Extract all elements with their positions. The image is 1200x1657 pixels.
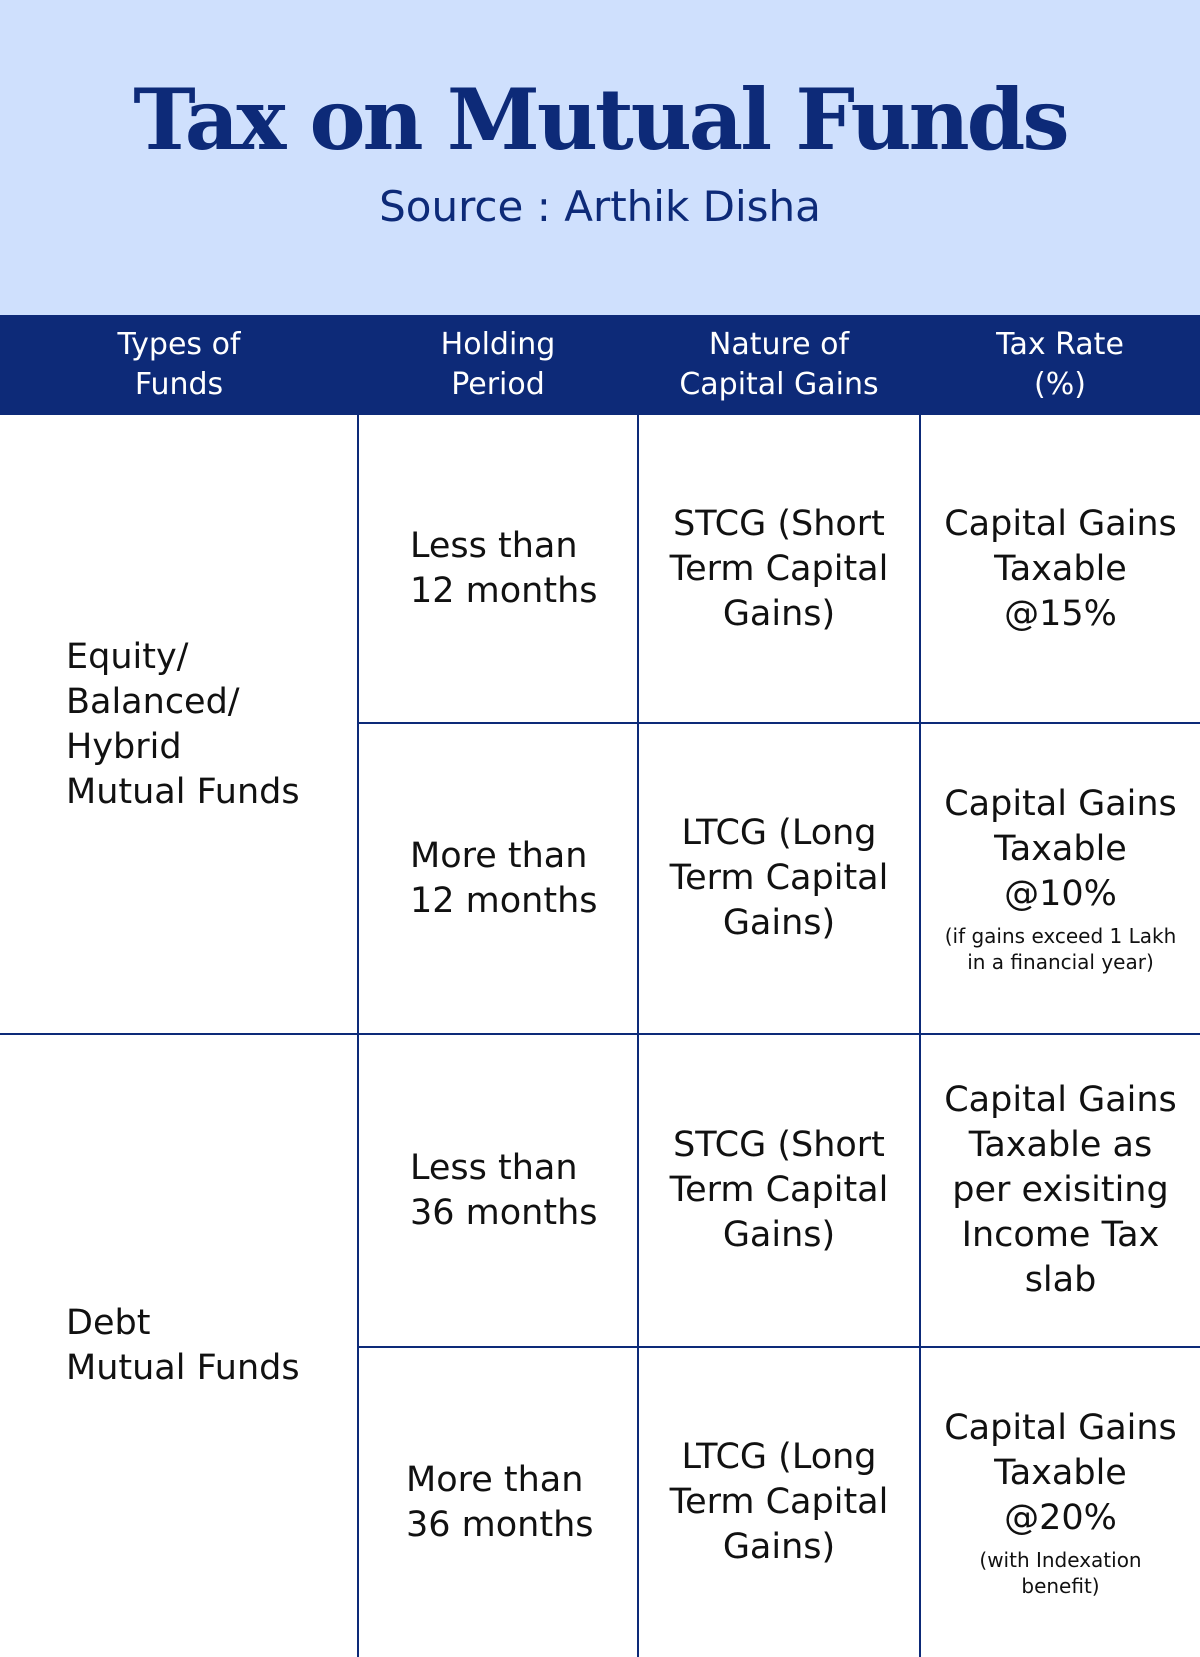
- nature-cell: LTCG (Long Term Capital Gains): [669, 813, 889, 943]
- tax-rate-cell: [921, 415, 1200, 723]
- fund-type-cell: Equity/ Balanced/ Hybrid Mutual Funds: [66, 636, 300, 812]
- tax-rate-note: (with Indexation benefit): [979, 1548, 1142, 1598]
- column-divider: [357, 415, 359, 1657]
- holding-period-cell: Less than 36 months: [410, 1147, 598, 1233]
- tax-rate-cell: [921, 724, 1200, 1033]
- column-header-tax-rate: Tax Rate (%): [996, 327, 1124, 402]
- holding-period-cell: Less than 12 months: [410, 526, 598, 611]
- tax-rate-text: Capital Gains Taxable as per exisiting Income Tax slab: [944, 1080, 1177, 1300]
- tax-rate-text: Capital Gains Taxable @15%: [944, 503, 1177, 634]
- page-title: Tax on Mutual Funds: [133, 70, 1067, 169]
- column-header-holding-period: Holding Period: [440, 327, 556, 402]
- tax-rate-text: Capital Gains Taxable @10%: [944, 784, 1177, 914]
- table-header-row: [0, 315, 1200, 415]
- nature-cell: LTCG (Long Term Capital Gains): [669, 1437, 889, 1567]
- column-header-nature-of-capital-gains: Nature of Capital Gains: [679, 327, 879, 402]
- source-line: Source : Arthik Disha: [379, 182, 821, 231]
- title-banner: [0, 0, 1200, 315]
- nature-cell: STCG (Short Term Capital Gains): [669, 1125, 889, 1255]
- tax-rate-cell: [921, 1035, 1200, 1346]
- fund-type-cell: Debt Mutual Funds: [66, 1303, 300, 1388]
- nature-cell: STCG (Short Term Capital Gains): [669, 503, 889, 634]
- holding-period-cell: More than 12 months: [410, 835, 598, 921]
- tax-rate-text: Capital Gains Taxable @20%: [944, 1408, 1177, 1538]
- holding-period-cell: More than 36 months: [406, 1459, 594, 1545]
- column-header-types-of-funds: Types of Funds: [117, 327, 241, 402]
- tax-rate-note: (if gains exceed 1 Lakh in a financial year): [944, 924, 1177, 974]
- tax-rate-cell: [921, 1348, 1200, 1657]
